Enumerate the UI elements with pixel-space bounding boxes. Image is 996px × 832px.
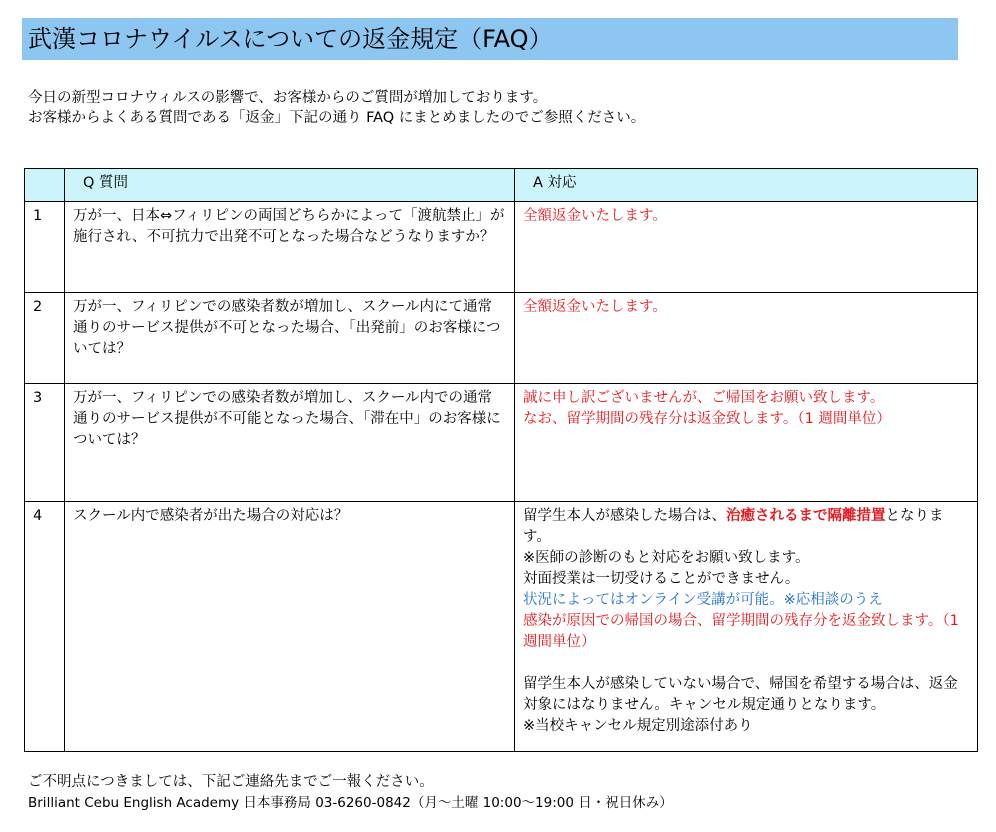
row-question: 万が一、日本⇔フィリピンの両国どちらかによって「渡航禁止」が施行され、不可抗力で出発不可となった場合などうなりますか？ (65, 202, 515, 293)
answer-text: ※医師の診断のもと対応をお願い致します。 (523, 550, 810, 566)
header-answer: A 対応 (515, 169, 978, 202)
row-answer (515, 502, 978, 752)
row-number: 1 (25, 202, 65, 293)
row-number: 2 (25, 293, 65, 384)
row-answer (515, 293, 978, 384)
footer-contact-info: Brilliant Cebu English Academy 日本事務局 03-6260-0842（月～土曜 10:00～19:00 日・祝日休み） (28, 795, 673, 811)
intro-line: 今日の新型コロナウィルスの影響で、お客様からのご質問が増加しております。 (28, 90, 548, 106)
header-question: Q 質問 (65, 169, 515, 202)
faq-row (25, 502, 978, 752)
row-answer (515, 202, 978, 293)
answer-text: なお、留学期間の残存分は返金致します。（1 週間単位） (523, 411, 891, 427)
row-number: 3 (25, 384, 65, 502)
answer-text: となります。 (523, 508, 944, 545)
row-question: スクール内で感染者が出た場合の対応は？ (65, 502, 515, 752)
row-question: 万が一、フィリピンでの感染者数が増加し、スクール内での通常通りのサービス提供が不可能となった場合、「滞在中」のお客様については？ (65, 384, 515, 502)
answer-text: ※当校キャンセル規定別途添付あり (523, 718, 753, 734)
page-title: 武漢コロナウイルスについての返金規定（FAQ） (22, 18, 958, 60)
faq-row (25, 293, 978, 384)
answer-text: 留学生本人が感染していない場合で、帰国を希望する場合は、返金対象にはなりません。キャンセル規定通りとなります。 (523, 676, 958, 713)
faq-row (25, 202, 978, 293)
answer-text: 全額返金いたします。 (523, 208, 667, 224)
faq-table (24, 168, 978, 752)
answer-text: 誠に申し訳ございませんが、ご帰国をお願い致します。 (523, 390, 885, 406)
faq-row (25, 384, 978, 502)
row-number: 4 (25, 502, 65, 752)
answer-text-refund: 感染が原因での帰国の場合、留学期間の残存分を返金致します。（1 週間単位） (523, 613, 959, 650)
answer-paragraph (523, 506, 969, 548)
footer-line: ご不明点につきましては、下記ご連絡先までご一報ください。 (28, 774, 434, 790)
answer-text: 留学生本人が感染した場合は、 (523, 508, 726, 524)
row-answer (515, 384, 978, 502)
answer-text: 対面授業は一切受けることができません。 (523, 571, 800, 587)
answer-text: 全額返金いたします。 (523, 299, 667, 315)
footer-contact (28, 772, 673, 814)
intro-text (28, 88, 645, 128)
intro-line: お客様からよくある質問である「返金」下記の通り FAQ にまとめましたのでご参照ください。 (28, 110, 646, 126)
answer-highlight: 治癒されるまで隔離措置 (726, 508, 886, 524)
faq-header-row (25, 169, 978, 202)
answer-text-online: 状況によってはオンライン受講が可能。※応相談のうえ (523, 592, 883, 608)
row-question: 万が一、フィリピンでの感染者数が増加し、スクール内にて通常通りのサービス提供が不可となった場合、「出発前」のお客様については？ (65, 293, 515, 384)
header-num (25, 169, 65, 202)
